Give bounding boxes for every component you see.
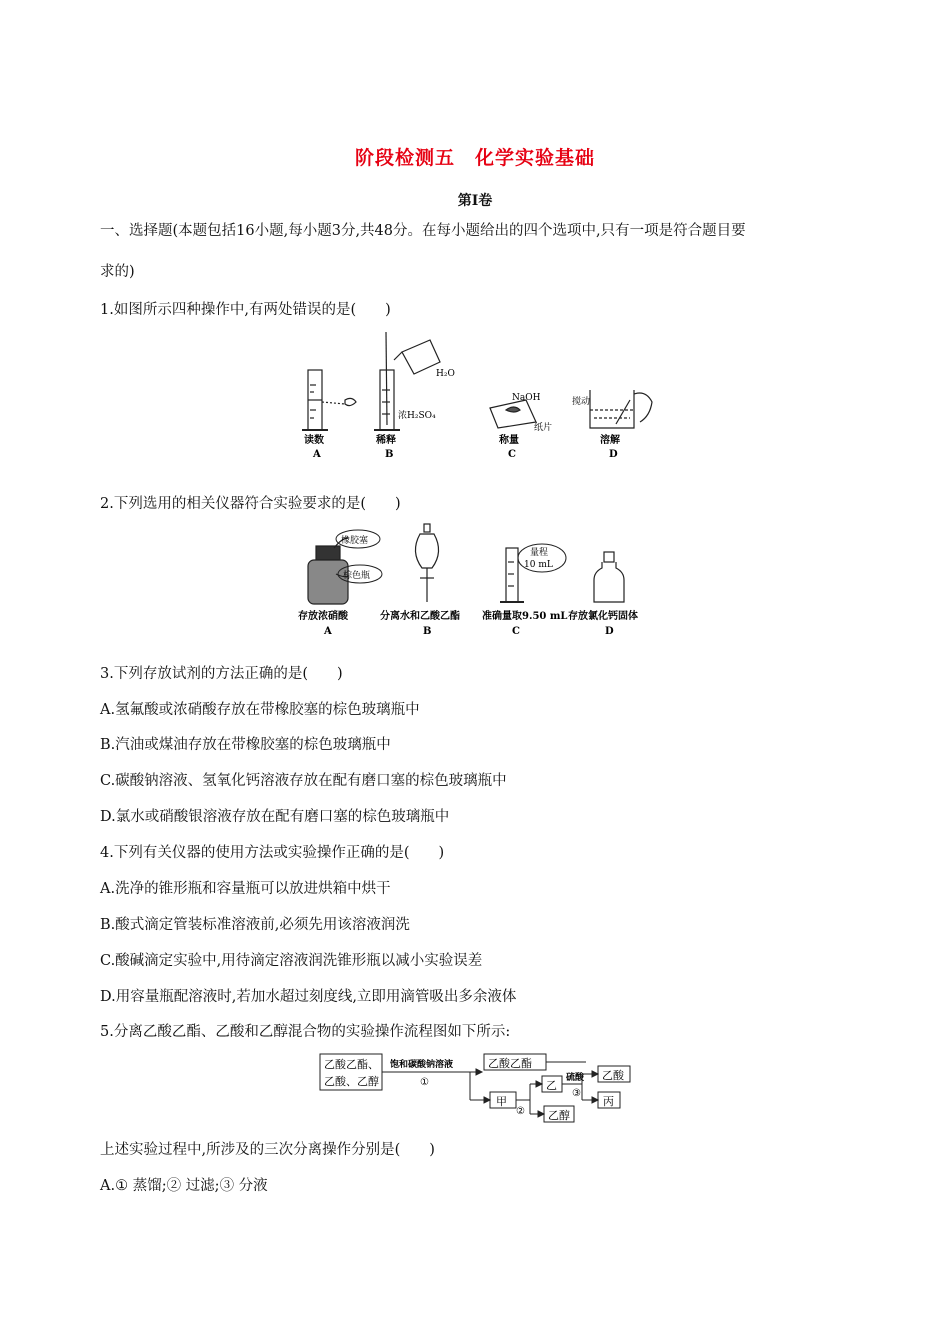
q1-h2o: H₂O xyxy=(436,369,455,379)
q1-fig-c xyxy=(490,400,536,428)
q5-flowchart xyxy=(316,1052,636,1124)
q1-acid: 浓H₂SO₄ xyxy=(398,411,436,421)
q2-fig-c xyxy=(500,548,524,602)
q1-caption-a: 读数 xyxy=(304,435,324,446)
flow-yi: 乙 xyxy=(546,1079,557,1092)
q5-stem: 5.分离乙酸乙酯、乙酸和乙醇混合物的实验操作流程图如下所示: xyxy=(100,1024,511,1040)
q2-caption-a: 存放浓硝酸 xyxy=(298,611,348,622)
q2-stem: 2.下列选用的相关仪器符合实验要求的是( ) xyxy=(100,496,401,512)
flow-ester: 乙酸乙酯 xyxy=(488,1057,532,1070)
q5-question: 上述实验过程中,所涉及的三次分离操作分别是( ) xyxy=(100,1142,435,1158)
q1-fig-a xyxy=(302,370,356,430)
q2-range1: 量程 xyxy=(530,548,549,558)
flow-step3: ③ xyxy=(572,1088,581,1099)
flow-jia: 甲 xyxy=(496,1095,507,1108)
q2-caption-b: 分离水和乙酸乙酯 xyxy=(380,611,460,622)
flow-ethanol: 乙醇 xyxy=(548,1109,570,1122)
q1-paper: 纸片 xyxy=(534,423,553,433)
q1-letter-d: D xyxy=(609,449,618,460)
flow-step1: ① xyxy=(420,1077,429,1088)
q1-stem: 1.如图所示四种操作中,有两处错误的是( ) xyxy=(100,302,391,318)
q1-letter-b: B xyxy=(385,449,394,460)
q2-fig-a xyxy=(308,538,348,604)
q2-brown: 棕色瓶 xyxy=(343,571,371,581)
q3-option-c: C.碳酸钠溶液、氢氧化钙溶液存放在配有磨口塞的棕色玻璃瓶中 xyxy=(100,773,507,789)
q4-stem: 4.下列有关仪器的使用方法或实验操作正确的是( ) xyxy=(100,845,445,861)
q1-letter-a: A xyxy=(313,449,321,460)
q2-fig-d xyxy=(594,552,624,602)
q2-rubber: 橡胶塞 xyxy=(341,536,369,546)
q2-letter-b: B xyxy=(423,626,432,637)
q4-option-b: B.酸式滴定管装标准溶液前,必须先用该溶液润洗 xyxy=(100,917,410,933)
q2-letter-c: C xyxy=(512,626,520,637)
section-intro-line1: 一、选择题(本题包括16小题,每小题3分,共48分。在每小题给出的四个选项中,只有一项是符合题目要 xyxy=(100,223,746,239)
flow-mix-line2: 乙酸、乙醇 xyxy=(324,1075,379,1088)
flow-mix-line1: 乙酸乙酯、 xyxy=(324,1058,379,1071)
q1-figure xyxy=(290,330,670,462)
q1-naoh: NaOH xyxy=(512,393,541,403)
flow-acid-label: 硫酸 xyxy=(566,1073,585,1083)
flow-acetic: 乙酸 xyxy=(602,1069,624,1082)
section-intro-line2: 求的) xyxy=(100,264,135,280)
q1-fig-d xyxy=(590,390,652,428)
q3-stem: 3.下列存放试剂的方法正确的是( ) xyxy=(100,666,343,682)
eye-icon xyxy=(345,398,356,405)
q4-option-a: A.洗净的锥形瓶和容量瓶可以放进烘箱中烘干 xyxy=(100,881,391,897)
q4-option-c: C.酸碱滴定实验中,用待滴定溶液润洗锥形瓶以减小实验误差 xyxy=(100,953,483,969)
q1-letter-c: C xyxy=(508,449,516,460)
q3-option-a: A.氢氟酸或浓硝酸存放在带橡胶塞的棕色玻璃瓶中 xyxy=(100,702,420,718)
volume-heading: 第Ⅰ卷 xyxy=(457,193,493,209)
q2-caption-d: 存放氯化钙固体 xyxy=(568,611,638,622)
flow-step2: ② xyxy=(516,1106,525,1117)
q2-figure xyxy=(296,522,666,640)
page-title: 阶段检测五 化学实验基础 xyxy=(354,147,595,169)
q3-option-d: D.氯水或硝酸银溶液存放在配有磨口塞的棕色玻璃瓶中 xyxy=(100,809,450,825)
q2-letter-a: A xyxy=(324,626,332,637)
q3-option-b: B.汽油或煤油存放在带橡胶塞的棕色玻璃瓶中 xyxy=(100,737,391,753)
q1-caption-b: 稀释 xyxy=(376,435,396,446)
q1-stir: 搅动 xyxy=(572,397,591,407)
q1-caption-c: 称量 xyxy=(499,435,519,446)
q2-fig-b xyxy=(415,524,438,602)
flow-reagent: 饱和碳酸钠溶液 xyxy=(390,1060,454,1070)
q5-option-a: A.① 蒸馏;② 过滤;③ 分液 xyxy=(100,1178,268,1194)
q2-caption-c: 准确量取9.50 mL xyxy=(482,611,568,622)
q1-caption-d: 溶解 xyxy=(600,435,620,446)
q4-option-d: D.用容量瓶配溶液时,若加水超过刻度线,立即用滴管吸出多余液体 xyxy=(100,989,517,1005)
q2-range2: 10 mL xyxy=(524,560,553,570)
flow-bing: 丙 xyxy=(603,1095,614,1108)
q2-letter-d: D xyxy=(605,626,614,637)
